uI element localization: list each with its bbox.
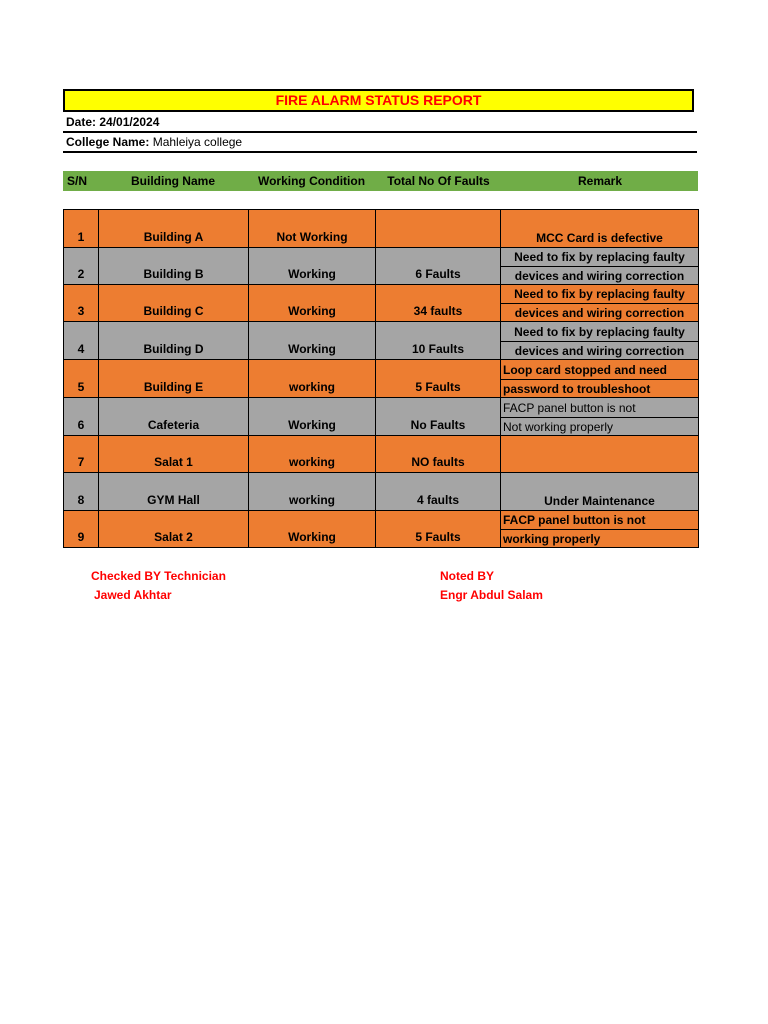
working-condition-cell [249,398,376,436]
total-faults-cell-text: 34 faults [413,304,463,318]
building-name-cell-text: Building D [143,342,204,356]
remark-line: Need to fix by replacing faulty [514,325,685,339]
sn-cell [64,398,99,436]
remark-line: Loop card stopped and need [503,363,668,377]
sn-cell [64,210,99,248]
building-name-cell-text: Building E [143,380,204,394]
total-faults-cell-text: 4 faults [416,493,459,507]
remark-line: MCC Card is defective [536,231,663,245]
building-name-cell [99,511,249,548]
total-faults-cell [376,322,501,360]
sn-cell [64,285,99,322]
sn-cell-text: 9 [77,530,85,544]
noted-by-name: Engr Abdul Salam [440,588,543,602]
total-faults-cell-text: NO faults [411,455,465,469]
building-name-cell [99,210,249,248]
building-name-cell-text: Building B [143,267,204,281]
report-title: FIRE ALARM STATUS REPORT [63,89,694,112]
header-total-faults: Total No Of Faults [387,174,490,188]
building-name-cell-text: Salat 2 [154,530,193,544]
table-row [64,210,699,248]
total-faults-cell-text: 5 Faults [415,380,461,394]
table-row [64,248,699,285]
remark-cell [501,285,699,322]
total-faults-cell [376,360,501,398]
total-faults-cell-text: 6 Faults [415,267,461,281]
remark-line: devices and wiring correction [501,266,698,284]
remark-cell [501,473,699,511]
working-condition-cell [249,511,376,548]
total-faults-cell-text: 5 Faults [415,530,461,544]
remark-line: working properly [501,529,698,547]
remark-line: FACP panel button is not [503,513,646,527]
sn-cell [64,248,99,285]
total-faults-cell-text: 10 Faults [411,342,465,356]
noted-by-label: Noted BY [440,569,494,583]
working-condition-cell-text: Not Working [276,230,348,244]
remark-line: FACP panel button is not [503,401,636,415]
building-name-cell-text: Building C [143,304,204,318]
remark-cell [501,436,699,473]
sn-cell-text: 8 [77,493,85,507]
total-faults-cell [376,436,501,473]
remark-cell [501,511,699,548]
table-header [63,171,698,191]
building-name-cell [99,473,249,511]
sn-cell-text: 1 [77,230,85,244]
total-faults-cell [376,248,501,285]
building-name-cell [99,322,249,360]
working-condition-cell [249,473,376,511]
working-condition-cell-text: Working [288,342,336,356]
building-name-cell [99,398,249,436]
remark-line: Under Maintenance [544,494,655,508]
remark-cell [501,210,699,248]
sn-cell-text: 7 [77,455,85,469]
building-name-cell-text: Building A [143,230,204,244]
sn-cell-text: 2 [77,267,85,281]
remark-cell [501,248,699,285]
working-condition-cell-text: Working [288,418,336,432]
total-faults-cell [376,285,501,322]
table-row [64,511,699,548]
sn-cell-text: 5 [77,380,85,394]
building-name-cell-text: Salat 1 [154,455,193,469]
working-condition-cell-text: working [288,455,335,469]
remark-line: Need to fix by replacing faulty [514,287,685,301]
building-name-cell-text: Cafeteria [147,418,200,432]
building-name-cell [99,436,249,473]
sn-cell-text: 4 [77,342,85,356]
total-faults-cell [376,210,501,248]
college-name-value: Mahleiya college [152,135,243,149]
working-condition-cell-text: Working [288,530,336,544]
working-condition-cell-text: working [288,380,335,394]
total-faults-cell [376,473,501,511]
building-name-cell [99,248,249,285]
remark-line: Need to fix by replacing faulty [514,250,685,264]
table-row [64,285,699,322]
total-faults-cell [376,398,501,436]
working-condition-cell [249,285,376,322]
table-row [64,398,699,436]
remark-cell [501,322,699,360]
header-building-name: Building Name [130,174,215,188]
total-faults-cell-text: No Faults [410,418,466,432]
working-condition-cell [249,322,376,360]
remark-line [501,454,698,472]
remark-line: devices and wiring correction [501,303,698,321]
remark-cell [501,360,699,398]
remark-cell [501,398,699,436]
working-condition-cell-text: working [288,493,335,507]
sn-cell [64,436,99,473]
working-condition-cell-text: Working [288,304,336,318]
checked-by-label: Checked BY Technician [91,569,226,583]
working-condition-cell-text: Working [288,267,336,281]
sn-cell-text: 6 [77,418,85,432]
header-working-condition: Working Condition [257,174,366,188]
header-sn: S/N [66,174,87,188]
college-name-label: College Name: [66,135,150,149]
report-date: Date: 24/01/2024 [63,113,697,133]
sn-cell [64,322,99,360]
table-row [64,360,699,398]
table-row [64,473,699,511]
building-name-cell [99,360,249,398]
sn-cell [64,511,99,548]
sn-cell-text: 3 [77,304,85,318]
total-faults-cell [376,511,501,548]
remark-line: password to troubleshoot [501,379,698,397]
working-condition-cell [249,360,376,398]
checked-by-name: Jawed Akhtar [94,588,172,602]
sn-cell [64,360,99,398]
building-name-cell-text: GYM Hall [147,493,200,507]
remark-line: devices and wiring correction [501,341,698,359]
table-row [64,322,699,360]
table-row [64,436,699,473]
college-name-line [63,133,697,153]
header-remark: Remark [577,174,623,188]
remark-line: Not working properly [501,417,698,435]
working-condition-cell [249,210,376,248]
fire-alarm-status-table [63,209,699,548]
building-name-cell [99,285,249,322]
working-condition-cell [249,436,376,473]
working-condition-cell [249,248,376,285]
sn-cell [64,473,99,511]
